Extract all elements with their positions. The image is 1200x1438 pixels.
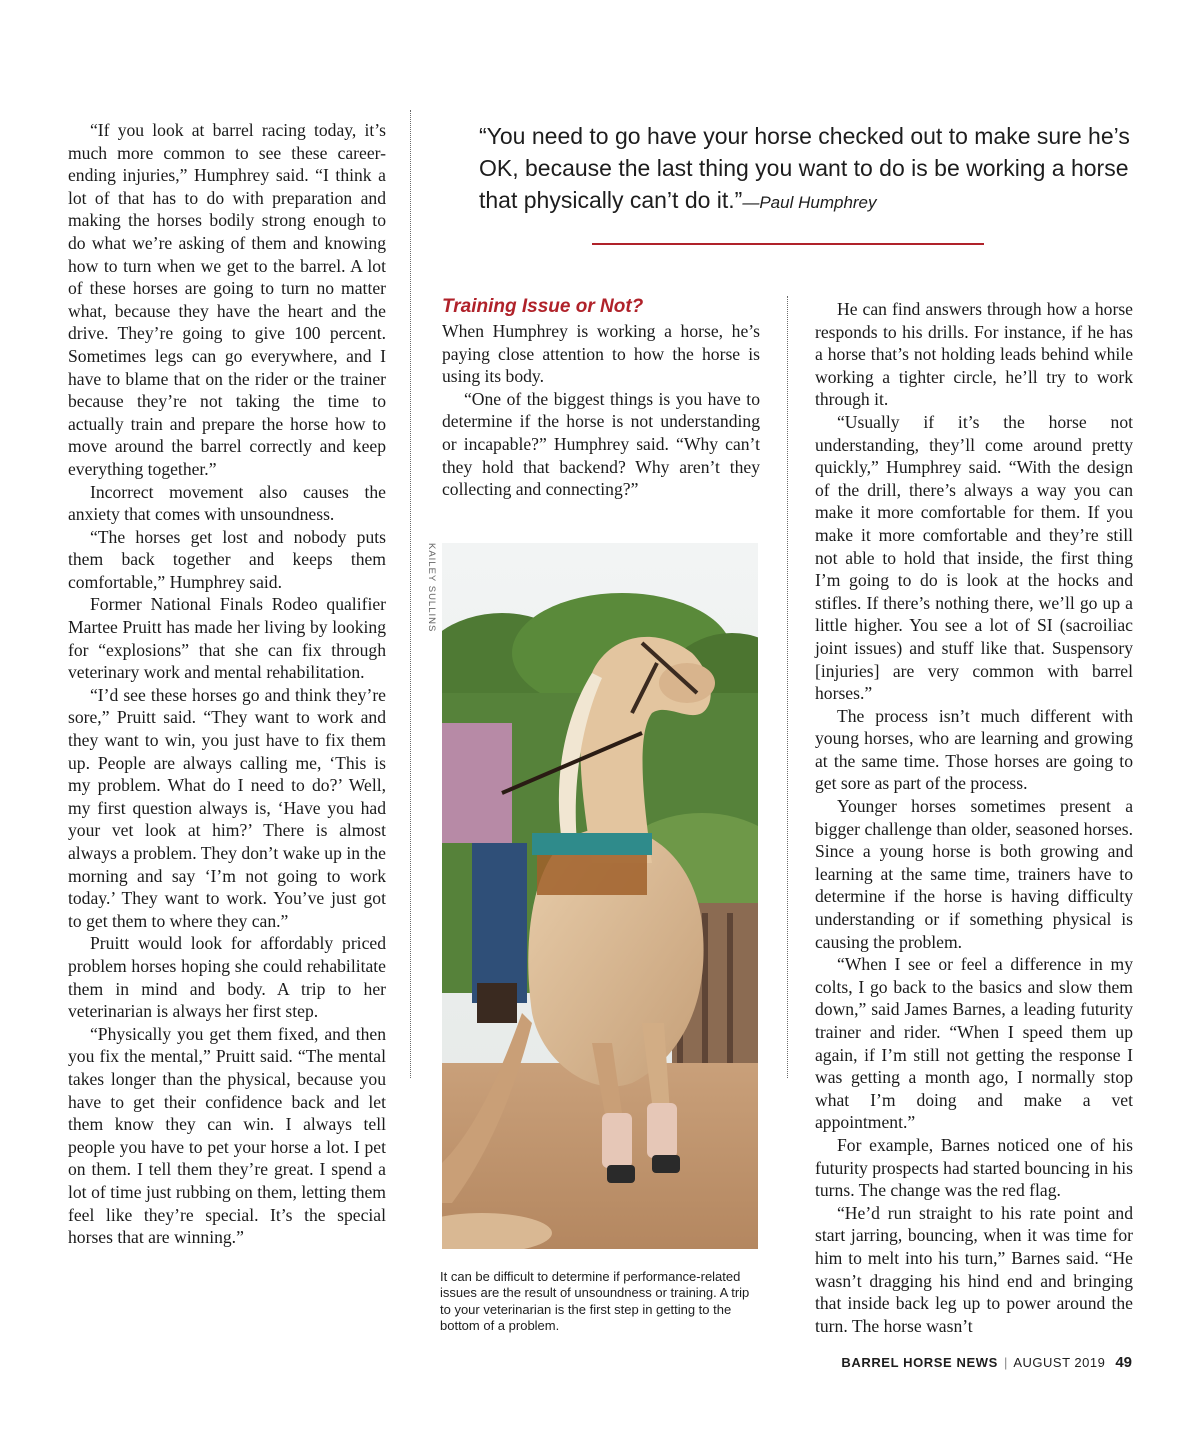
paragraph: “He’d run straight to his rate point and start jarring, bouncing, when it was time for him to melt into his turn,” Barnes said. “He wasn’t dragging his hind end and bringing that inside back leg up to power around the turn. The horse wasn’t xyxy=(815,1202,1133,1336)
page-number: 49 xyxy=(1115,1354,1132,1371)
paragraph: “I’d see these horses go and think they’re sore,” Pruitt said. “They want to work and they want to win, you just have to fix them up. People are always calling me, ‘This is my problem. What do I need to do?’ Well, my first question always is, ‘Have you had your vet look at him?’ There is almost always a problem. They don’t wake up in the morning and say ‘I’m not going to work today.’ They want to work. You’ve just got to get them to where they can.” xyxy=(68,684,386,931)
article-column-3 xyxy=(815,298,1133,1337)
footer-separator: | xyxy=(1003,1355,1008,1370)
paragraph: “Physically you get them fixed, and then you fix the mental,” Pruitt said. “The mental takes longer than the physical, because you have to get their confidence back and let them know they can win. I always tell people you have to pet your horse a lot. I pet on them. I tell them they’re great. I spend a lot of time just rubbing on them, letting them feel like they’re special. It’s the special horses that are winning.” xyxy=(68,1023,386,1248)
paragraph: Younger horses sometimes present a bigger challenge than older, seasoned horses. Since a young horse is both growing and learning at the same time, trainers have to determine if the horse is having difficulty understanding or if something physical is causing the problem. xyxy=(815,796,1133,952)
page-footer xyxy=(841,1354,1132,1371)
pull-quote-rule xyxy=(592,243,984,245)
paragraph: He can find answers through how a horse responds to his drills. For instance, if he has a horse that’s not holding leads behind while working a tighter circle, he’ll try to work through it. xyxy=(815,299,1133,410)
paragraph: “One of the biggest things is you have to determine if the horse is not understanding or incapable?” Humphrey said. “Why can’t they hold that backend? Why aren’t they collecting and connecting?” xyxy=(442,388,760,500)
paragraph: Pruitt would look for affordably priced problem horses hoping she could rehabilitate them in mind and body. A trip to her veterinarian is always her first step. xyxy=(68,933,386,1022)
magazine-name: BARREL HORSE NEWS xyxy=(841,1355,998,1370)
issue-date: AUGUST 2019 xyxy=(1013,1355,1106,1370)
article-column-2 xyxy=(442,320,760,501)
pull-quote-attribution: —Paul Humphrey xyxy=(742,193,877,212)
paragraph: When Humphrey is working a horse, he’s paying close attention to how the horse is using its body. xyxy=(442,321,760,387)
horse-photo xyxy=(442,543,758,1249)
paragraph: For example, Barnes noticed one of his futurity prospects had started bouncing in his turns. The change was the red flag. xyxy=(815,1134,1133,1201)
column-divider xyxy=(410,110,411,1078)
pull-quote xyxy=(479,120,1139,219)
paragraph: The process isn’t much different with young horses, who are learning and growing at the same time. Those horses are going to get sore as part of the process. xyxy=(815,705,1133,794)
column-divider xyxy=(787,296,788,1078)
paragraph: “The horses get lost and nobody puts them back together and keeps them comfortable,” Humphrey said. xyxy=(68,526,386,592)
article-column-1 xyxy=(68,119,386,1249)
paragraph: “If you look at barrel racing today, it’s much more common to see these career-ending injuries,” Humphrey said. “I think a lot of that has to do with preparation and making the horses bodily strong enough to do what we’re asking of them and knowing how to turn when we get to the barrel. A lot of these horses are going to turn no matter what, because they have the heart and the drive. They’re going to give 100 percent. Sometimes legs can go everywhere, and I have to blame that on the rider or the trainer because they’re not taking the time to actually train and prepare the horse how to move around the barrel correctly and keep everything together.” xyxy=(68,120,386,479)
photo-credit: KAILEY SULLINS xyxy=(426,543,437,633)
pull-quote-text: “You need to go have your horse checked out to make sure he’s OK, because the last thing you want to do is be working a horse that physically can’t do it.” xyxy=(479,123,1130,213)
paragraph: Former National Finals Rodeo qualifier Martee Pruitt has made her living by looking for “explosions” that she can fix through veterinary work and mental rehabilitation. xyxy=(68,594,386,683)
section-heading: Training Issue or Not? xyxy=(442,296,644,317)
photo-caption: It can be difficult to determine if performance-related issues are the result of unsoundness or training. A trip to your veterinarian is the first step in getting to the bottom of a problem. xyxy=(440,1269,750,1334)
paragraph: Incorrect movement also causes the anxiety that comes with unsoundness. xyxy=(68,481,386,525)
horse-rearing-image xyxy=(442,543,758,1249)
paragraph: “When I see or feel a difference in my colts, I go back to the basics and slow them down,” said James Barnes, a leading futurity trainer and rider. “When I speed them up again, if I’m still not getting the response I was getting a month ago, I normally stop what I’m doing and make a vet appointment.” xyxy=(815,954,1133,1133)
paragraph: “Usually if it’s the horse not understanding, they’ll come around pretty quickly,” Humphrey said. “With the design of the drill, there’s always a way you can make it more comfortable for them. If you make it more comfortable and they’re still not able to hold that inside, the first thing I’m going to do is look at the hocks and stifles. If there’s nothing there, we’ll go up a little higher. You see a lot of SI (sacroiliac joint issues) and stuff like that. Suspensory [injuries] are very common with barrel horses.” xyxy=(815,411,1133,704)
